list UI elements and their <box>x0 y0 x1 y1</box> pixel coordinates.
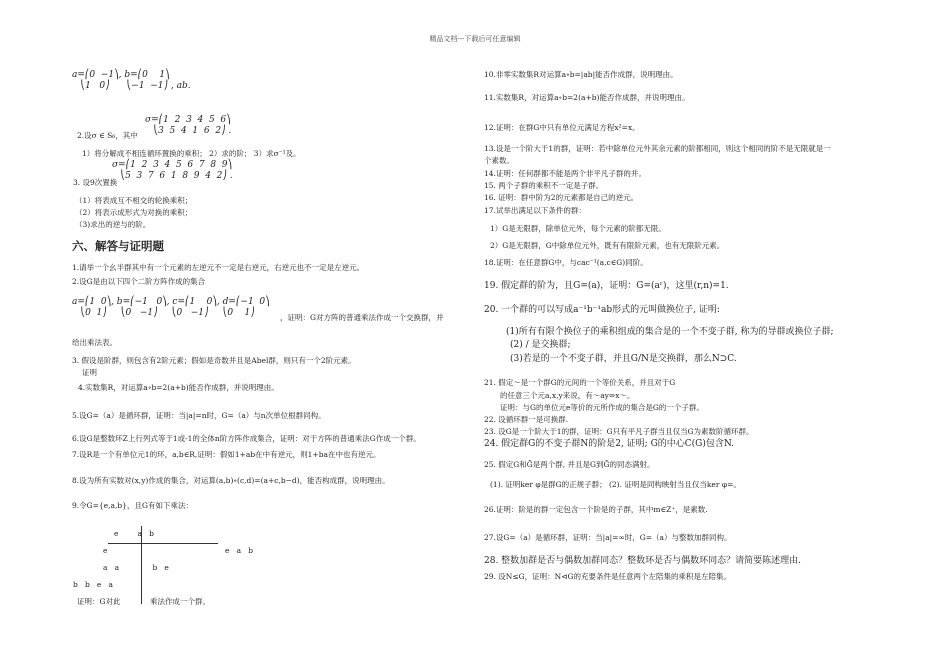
question-10: 10.非零实数集R对运算a∘b=|ab|能否作成群，说明理由。 <box>484 70 678 79</box>
problem-8: 8.设为所有实数对(x,y)作成的集合，对运算(a,b)∘(c,d)=(a+c,b−d)，能否构成群，说明理由。 <box>72 476 390 485</box>
q3-item-3: （3)求出的逆与的阶。 <box>75 220 151 229</box>
question-17-item-1: 1）G是无限群，除单位元外，每个元素的阶都无限。 <box>490 224 666 233</box>
question-23: 23. 设G是一个阶大于1的群，证明：G只有平凡子群当且仅当G为素数阶循环群。 <box>484 427 754 436</box>
question-21-continued: 的任意三个元a,x,y来说，有～ay⇒x～。 <box>500 391 635 400</box>
question-17: 17.试举出满足以下条件的群： <box>484 206 586 215</box>
q2-permutation-bottom: ⎝3 5 4 1 6 2⎠ . <box>145 126 232 136</box>
q3-permutation-bottom: ⎝5 3 7 6 1 8 9 4 2⎠ . <box>112 171 233 181</box>
problem-1: 1.请举一个幺半群其中有一个元素的左逆元不一定是右逆元，右逆元也不一定是左逆元。 <box>72 263 365 272</box>
question-22: 22. 设循环群一是可换群. <box>484 415 569 424</box>
problem-2-tail: ，证明：G对方阵的普通乘法作成一个交换群，并 <box>280 313 444 322</box>
table-row-e-values: e a b <box>225 546 254 555</box>
question-24: 24. 假定群G的不变子群N的阶是2, 证明; G的中心C(G)包含N. <box>484 439 735 449</box>
problem-9: 9.令G={e,a,b}，且G有如下乘法： <box>72 501 193 510</box>
problem-6: 6.设G是整数环Z上行列式等于1或-1的全体n阶方阵作成集合，证明：对于方阵的普通乘法G作成一个群。 <box>72 434 421 443</box>
problem-2-continued: 给出乘法表。 <box>72 338 117 347</box>
problem-2-matrices-bottom: ⎝0 1⎠ ⎝0 −1⎠ ⎝0 −1⎠ ⎝0 1⎠ <box>72 308 255 318</box>
question-29: 29. 设N≤G，证明：N⊲G的充要条件是任意两个左陪集的乘积是左陪集。 <box>484 572 731 581</box>
question-27: 27.设G=（a）是循环群，证明：当|a|=∞时，G=（a）与整数加群同构。 <box>484 533 732 542</box>
question-20-item-1: (1)所有有限个换位子的乘积组成的集合是的一个不变子群, 称为的导群或换位子群; <box>506 327 834 337</box>
table-row-b: b b e a <box>73 580 113 589</box>
question-13-continued: 个素数。 <box>484 156 514 165</box>
problem-2: 2.设G是由以下四个二阶方阵作成的集合 <box>72 277 206 286</box>
question-20-item-2: (2) / 是交换群; <box>510 340 571 350</box>
q3-item-1: （1）将表成互不相交的轮换乘积； <box>75 196 193 205</box>
section-title: 六、解答与证明题 <box>72 239 164 253</box>
question-21: 21. 假定～是一个群G的元间的一个等价关系，并且对于G <box>484 378 676 387</box>
table-proof-right: 乘法作成一个群。 <box>150 597 210 606</box>
problem-4: 4.实数集R，对运算a∘b=2(a+b)能否作成群，并说明理由。 <box>78 383 279 392</box>
question-14: 14.证明：任何群都不能是两个非平凡子群的并。 <box>484 169 646 178</box>
q2-prefix: 2.设σ ∈ S₆，其中 <box>77 131 138 140</box>
q3-item-2: （2）将表示成形式为对换的乘积； <box>75 208 193 217</box>
problem-2-matrices-top: a=⎛1 0⎞, b=⎛−1 0⎞, c=⎛1 0⎞, d=⎛−1 0⎞ <box>72 297 270 307</box>
question-19: 19. 假定群的阶为，且G=(a)，证明：G=(aʳ)，这里(r,n)=1. <box>484 281 729 291</box>
q2-items: 1）将分解成不相连循环置换的乘积； 2）求的阶； 3）求σ⁻¹及。 <box>82 149 301 158</box>
question-11: 11.实数集R，对运算a∘b=2(a+b)能否作成群，并说明理由。 <box>484 93 690 102</box>
table-proof-left: 证明：G对此 <box>77 597 121 606</box>
question-25-subparts: (1). 证明ker φ是群G的正规子群； (2). 证明是同构映射当且仅当ker φ=。 <box>490 480 741 489</box>
question-25: 25. 假定G和Ḡ是两个群, 并且是G到Ḡ的同态满射。 <box>484 460 655 469</box>
matrix-ab-top: a=⎛0 −1⎞, b=⎛0 1⎞ <box>72 70 170 80</box>
question-28: 28. 整数加群是否与偶数加群同态？整数环是否与偶数环同态？请简要陈述理由. <box>484 556 802 566</box>
problem-5: 5.设G=（a）是循环群，证明：当|a|=n时，G=（a）与n次单位根群同构。 <box>72 411 326 420</box>
problem-3: 3. 假设是阶群，则包含有2阶元素；假如是奇数并且是Abel群，则只有一个2阶元素。 <box>72 356 356 365</box>
question-26: 26.证明：阶是的群一定包含一个阶是的子群，其中m∈Z⁺，是素数. <box>484 505 708 514</box>
question-20-item-3: (3)若是的一个不变子群，并且G/N是交换群，那么N⊃C. <box>510 354 737 364</box>
problem-3-proof: 证明 <box>82 368 97 377</box>
question-12: 12.证明：在群G中只有单位元满足方程x²=x。 <box>484 123 640 132</box>
table-row-a: a a b e <box>103 563 169 572</box>
table-horizontal-rule <box>108 543 218 544</box>
question-16: 16. 证明：群中阶为2的元素都是自己的逆元。 <box>484 193 639 202</box>
table-row-e-label: e <box>103 546 108 555</box>
q2-permutation-top: σ=⎛1 2 3 4 5 6⎞ <box>145 115 231 125</box>
question-20: 20. 一个群的可以写成a⁻¹b⁻¹ab形式的元叫做换位子, 证明: <box>484 305 720 315</box>
question-18: 18.证明：在任意群G中，与cac⁻¹(a,c∈G)同阶。 <box>484 258 648 267</box>
question-15: 15. 两个子群的乘积不一定是子群。 <box>484 181 604 190</box>
page-header: 精品文档---下载后可任意编辑 <box>429 35 521 43</box>
table-header-row: e a b <box>114 529 154 538</box>
matrix-ab-bottom: ⎝1 0⎠ ⎝−1 −1⎠ , ab. <box>72 81 191 91</box>
question-17-item-2: 2）G是无限群，G中除单位元外，既有有限阶元素，也有无限阶元素。 <box>490 241 725 250</box>
question-13: 13.设是一个阶大于1的群，证明：若中除单位元外其余元素的阶都相同，则这个相同的阶不是无限就是一 <box>484 144 831 153</box>
q3-permutation-top: σ=⎛1 2 3 4 5 6 7 8 9⎞ <box>112 160 232 170</box>
problem-7: 7.设R是一个有单位元1的环，a,b∈R,证明：假如1+ab在中有逆元，则1+ba在中也有逆元。 <box>72 450 381 459</box>
q3-prefix: 3. 设9次置换 <box>73 178 118 187</box>
question-21-proof: 证明：与G的单位元e等价的元所作成的集合是G的一个子群。 <box>500 403 704 412</box>
